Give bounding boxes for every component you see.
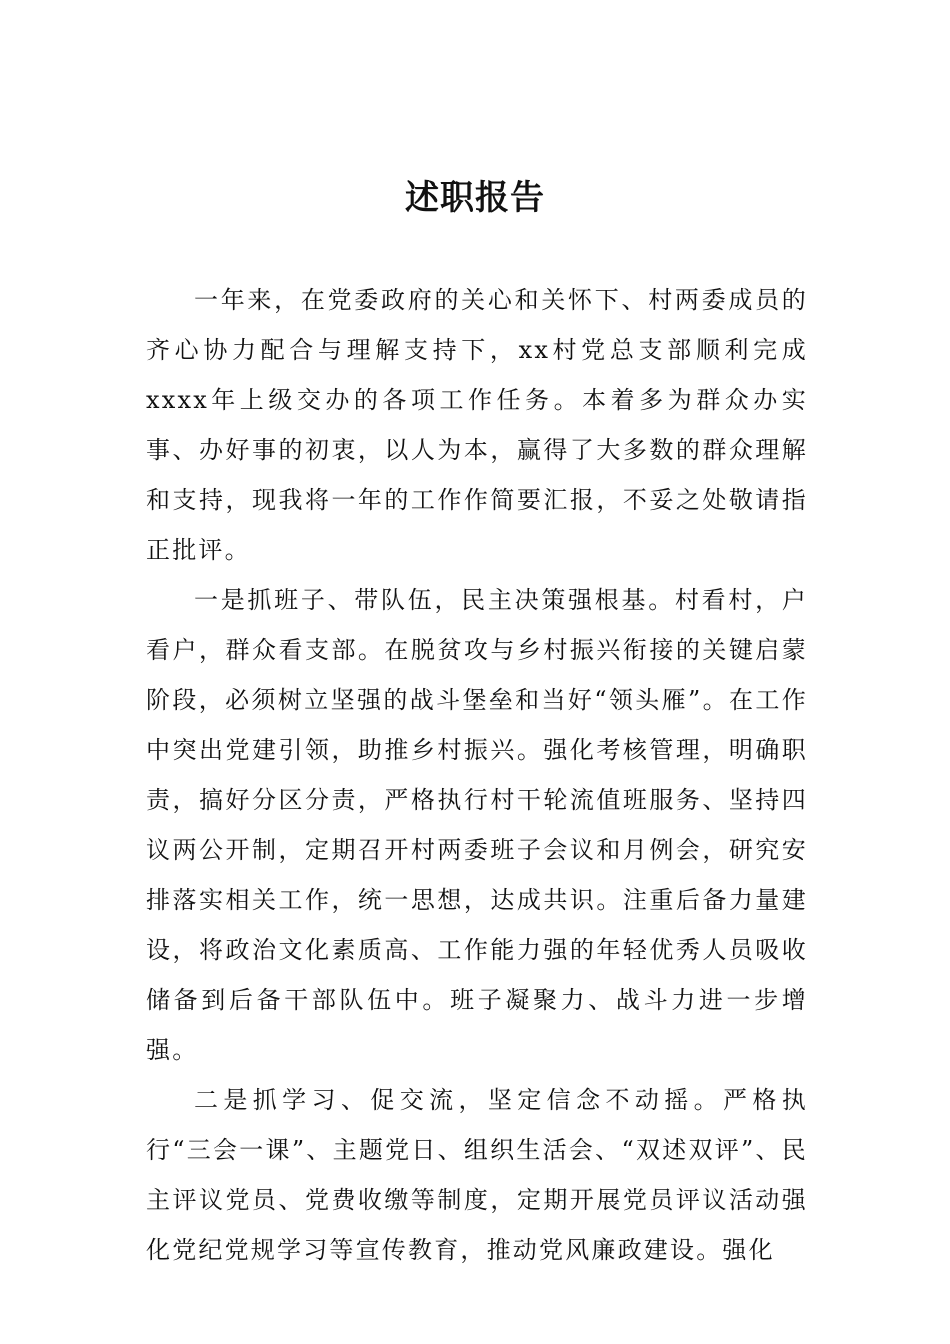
paragraph-team-building: 一是抓班子、带队伍，民主决策强根基。村看村，户看户，群众看支部。在脱贫攻与乡村振兴衔接的关键启蒙阶段，必须树立坚强的战斗堡垒和当好“领头雁”。在工作中突出党建引领，助推乡村振兴。强化考核管理，明确职责，搞好分区分责，严格执行村干轮流值班服务、坚持四议两公开制，定期召开村两委班子会议和月例会，研究安排落实相关工作，统一思想，达成共识。注重后备力量建设，将政治文化素质高、工作能力强的年轻优秀人员吸收储备到后备干部队伍中。班子凝聚力、战斗力进一步增强。 bbox=[146, 586, 808, 1064]
document-title: 述职报告 bbox=[405, 178, 545, 218]
document-body bbox=[146, 275, 808, 1275]
paragraph-intro: 一年来，在党委政府的关心和关怀下、村两委成员的齐心协力配合与理解支持下，xx村党总支部顺利完成xxxx年上级交办的各项工作任务。本着多为群众办实事、办好事的初衷，以人为本，赢得了大多数的群众理解和支持，现我将一年的工作作简要汇报，不妥之处敬请指正批评。 bbox=[146, 286, 808, 564]
paragraph-study-exchange: 二是抓学习、促交流，坚定信念不动摇。严格执行“三会一课”、主题党日、组织生活会、“双述双评”、民主评议党员、党费收缴等制度，定期开展党员评议活动强化党纪党规学习等宣传教育，推动党风廉政建设。强化 bbox=[146, 1086, 808, 1264]
